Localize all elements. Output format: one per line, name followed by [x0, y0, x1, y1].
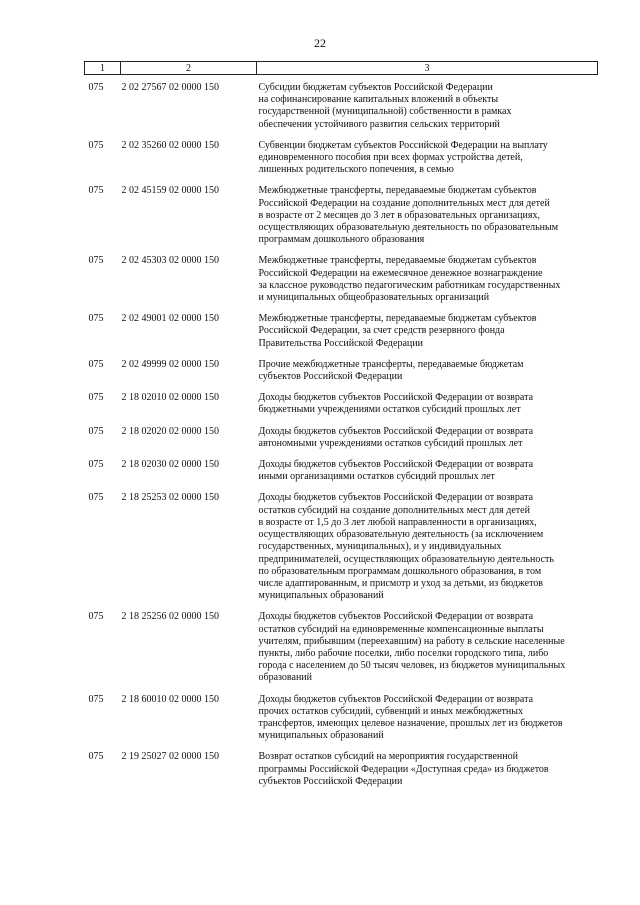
description-line: Субвенции бюджетам субъектов Российской Федерации на выплату	[258, 139, 548, 151]
description-line: единовременного пособия при всех формах устройства детей,	[258, 152, 523, 164]
budget-classification-code: 2 02 49999 02 0000 150	[121, 358, 219, 370]
admin-code: 075	[88, 611, 104, 623]
description-line: Межбюджетные трансферты, передаваемые бюджетам субъектов	[258, 313, 537, 325]
description-line: на софинансирование капитальных вложений в объекты	[258, 94, 499, 106]
revenue-codes-table	[84, 61, 598, 792]
description-line: Российской Федерации на создание дополнительных мест для детей	[258, 197, 550, 209]
description-line: Доходы бюджетов субъектов Российской Федерации от возврата	[258, 693, 534, 705]
description-line: осуществляющих образовательную деятельность (за исключением	[258, 529, 544, 541]
description-line: Доходы бюджетов субъектов Российской Федерации от возврата	[258, 425, 534, 437]
table-row	[85, 746, 598, 792]
description-line: в возрасте от 2 месяцев до 3 лет в образовательных организациях,	[258, 209, 540, 221]
budget-classification-code: 2 18 25256 02 0000 150	[121, 611, 219, 623]
table-row	[85, 689, 598, 747]
description-line: Межбюджетные трансферты, передаваемые бюджетам субъектов	[258, 185, 537, 197]
admin-code: 075	[88, 82, 104, 93]
revenue-description	[257, 354, 598, 387]
description-line: в возрасте от 1,5 до 3 лет любой направленности в организациях,	[258, 516, 537, 528]
admin-code: 075	[88, 358, 104, 370]
table-row	[85, 75, 598, 135]
description-line: осуществляющих образовательную деятельность по образовательным	[258, 222, 559, 234]
description-line: за классное руководство педагогическим работникам государственных	[258, 279, 561, 291]
admin-code: 075	[88, 185, 104, 197]
description-line: бюджетными учреждениями остатков субсидий прошлых лет	[258, 404, 521, 416]
description-line: муниципальных образований	[258, 590, 384, 602]
description-line: образований	[258, 672, 313, 684]
budget-classification-code: 2 02 49001 02 0000 150	[121, 313, 219, 325]
budget-classification-code: 2 18 60010 02 0000 150	[121, 693, 219, 705]
description-line: города с населением до 50 тысяч человек, из бюджетов муниципальных	[258, 660, 566, 672]
table-row	[85, 421, 598, 454]
description-line: Доходы бюджетов субъектов Российской Федерации от возврата	[258, 392, 534, 404]
description-line: государственных, муниципальных), и у индивидуальных	[258, 541, 502, 553]
budget-classification-code: 2 02 27567 02 0000 150	[121, 82, 219, 93]
description-line: Прочие межбюджетные трансферты, передаваемые бюджетам	[258, 358, 524, 370]
table-body	[85, 75, 598, 792]
table-row	[85, 180, 598, 250]
budget-classification-code: 2 02 45159 02 0000 150	[121, 185, 219, 197]
description-line: муниципальных образований	[258, 730, 384, 742]
description-line: иными организациями остатков субсидий прошлых лет	[258, 471, 495, 483]
description-line: Российской Федерации на ежемесячное денежное вознаграждение	[258, 267, 543, 279]
description-line: программы Российской Федерации «Доступная среда» из бюджетов	[258, 763, 549, 775]
description-line: субъектов Российской Федерации	[258, 371, 403, 383]
admin-code: 075	[88, 492, 104, 504]
revenue-description	[257, 421, 598, 454]
table-row	[85, 308, 598, 354]
budget-classification-code: 2 02 45303 02 0000 150	[121, 255, 219, 267]
budget-classification-code: 2 02 35260 02 0000 150	[121, 139, 219, 151]
table-header	[85, 62, 598, 75]
admin-code: 075	[88, 425, 104, 437]
admin-code: 075	[88, 751, 104, 763]
revenue-description	[257, 250, 598, 308]
description-line: Российской Федерации, за счет средств резервного фонда	[258, 325, 505, 337]
description-line: остатков субсидий на создание дополнительных мест для детей	[258, 504, 530, 516]
budget-classification-code: 2 18 02030 02 0000 150	[121, 459, 219, 471]
description-line: числе адаптированным, и присмотр и уход за детьми, из бюджетов	[258, 577, 544, 589]
table-row	[85, 454, 598, 487]
description-line: учителям, прибывшим (переехавшим) на работу в сельские населенные	[258, 635, 565, 647]
table-row	[85, 354, 598, 387]
description-line: государственной (муниципальной) собственности в рамках	[258, 106, 512, 118]
description-line: обеспечения устойчивого развития сельских территорий	[258, 118, 500, 130]
description-line: по образовательным программам дошкольного образования, в том	[258, 565, 542, 577]
description-line: Субсидии бюджетам субъектов Российской Федерации	[258, 82, 493, 93]
revenue-description	[257, 308, 598, 354]
table-row	[85, 606, 598, 688]
revenue-description	[257, 487, 598, 606]
revenue-description	[257, 689, 598, 747]
admin-code: 075	[88, 392, 104, 404]
description-line: Межбюджетные трансферты, передаваемые бюджетам субъектов	[258, 255, 537, 267]
description-line: Доходы бюджетов субъектов Российской Федерации от возврата	[258, 611, 534, 623]
revenue-description	[257, 75, 598, 135]
page-number: 22	[314, 36, 326, 50]
description-line: субъектов Российской Федерации	[258, 775, 403, 787]
table-row	[85, 250, 598, 308]
description-line: Возврат остатков субсидий на мероприятия государственной	[258, 751, 518, 763]
description-line: трансфертов, имеющих целевое назначение, прошлых лет из бюджетов	[258, 717, 563, 729]
description-line: пункты, либо рабочие поселки, либо поселки городского типа, либо	[258, 647, 549, 659]
header-col-2: 2	[121, 62, 257, 75]
description-line: Доходы бюджетов субъектов Российской Федерации от возврата	[258, 459, 534, 471]
admin-code: 075	[88, 459, 104, 471]
admin-code: 075	[88, 693, 104, 705]
description-line: прочих остатков субсидий, субвенций и иных межбюджетных	[258, 705, 524, 717]
admin-code: 075	[88, 139, 104, 151]
revenue-description	[257, 606, 598, 688]
budget-classification-code: 2 18 02020 02 0000 150	[121, 425, 219, 437]
description-line: и муниципальных общеобразовательных организаций	[258, 292, 490, 304]
revenue-description	[257, 135, 598, 181]
revenue-description	[257, 746, 598, 792]
description-line: программам дошкольного образования	[258, 234, 425, 246]
admin-code: 075	[88, 313, 104, 325]
budget-classification-code: 2 18 25253 02 0000 150	[121, 492, 219, 504]
description-line: остатков субсидий на единовременные компенсационные выплаты	[258, 623, 544, 635]
revenue-description	[257, 387, 598, 420]
header-col-3: 3	[257, 62, 598, 75]
description-line: Доходы бюджетов субъектов Российской Федерации от возврата	[258, 492, 534, 504]
description-line: предпринимателей, осуществляющих образовательную деятельность	[258, 553, 554, 565]
revenue-description	[257, 454, 598, 487]
description-line: Правительства Российской Федерации	[258, 337, 423, 349]
table-row	[85, 135, 598, 181]
header-col-1: 1	[85, 62, 121, 75]
table-row	[85, 387, 598, 420]
budget-classification-code: 2 19 25027 02 0000 150	[121, 751, 219, 763]
description-line: автономными учреждениями остатков субсидий прошлых лет	[258, 437, 523, 449]
description-line: лишенных родительского попечения, в семью	[258, 164, 454, 176]
table-row	[85, 487, 598, 606]
budget-classification-code: 2 18 02010 02 0000 150	[121, 392, 219, 404]
revenue-description	[257, 180, 598, 250]
admin-code: 075	[88, 255, 104, 267]
